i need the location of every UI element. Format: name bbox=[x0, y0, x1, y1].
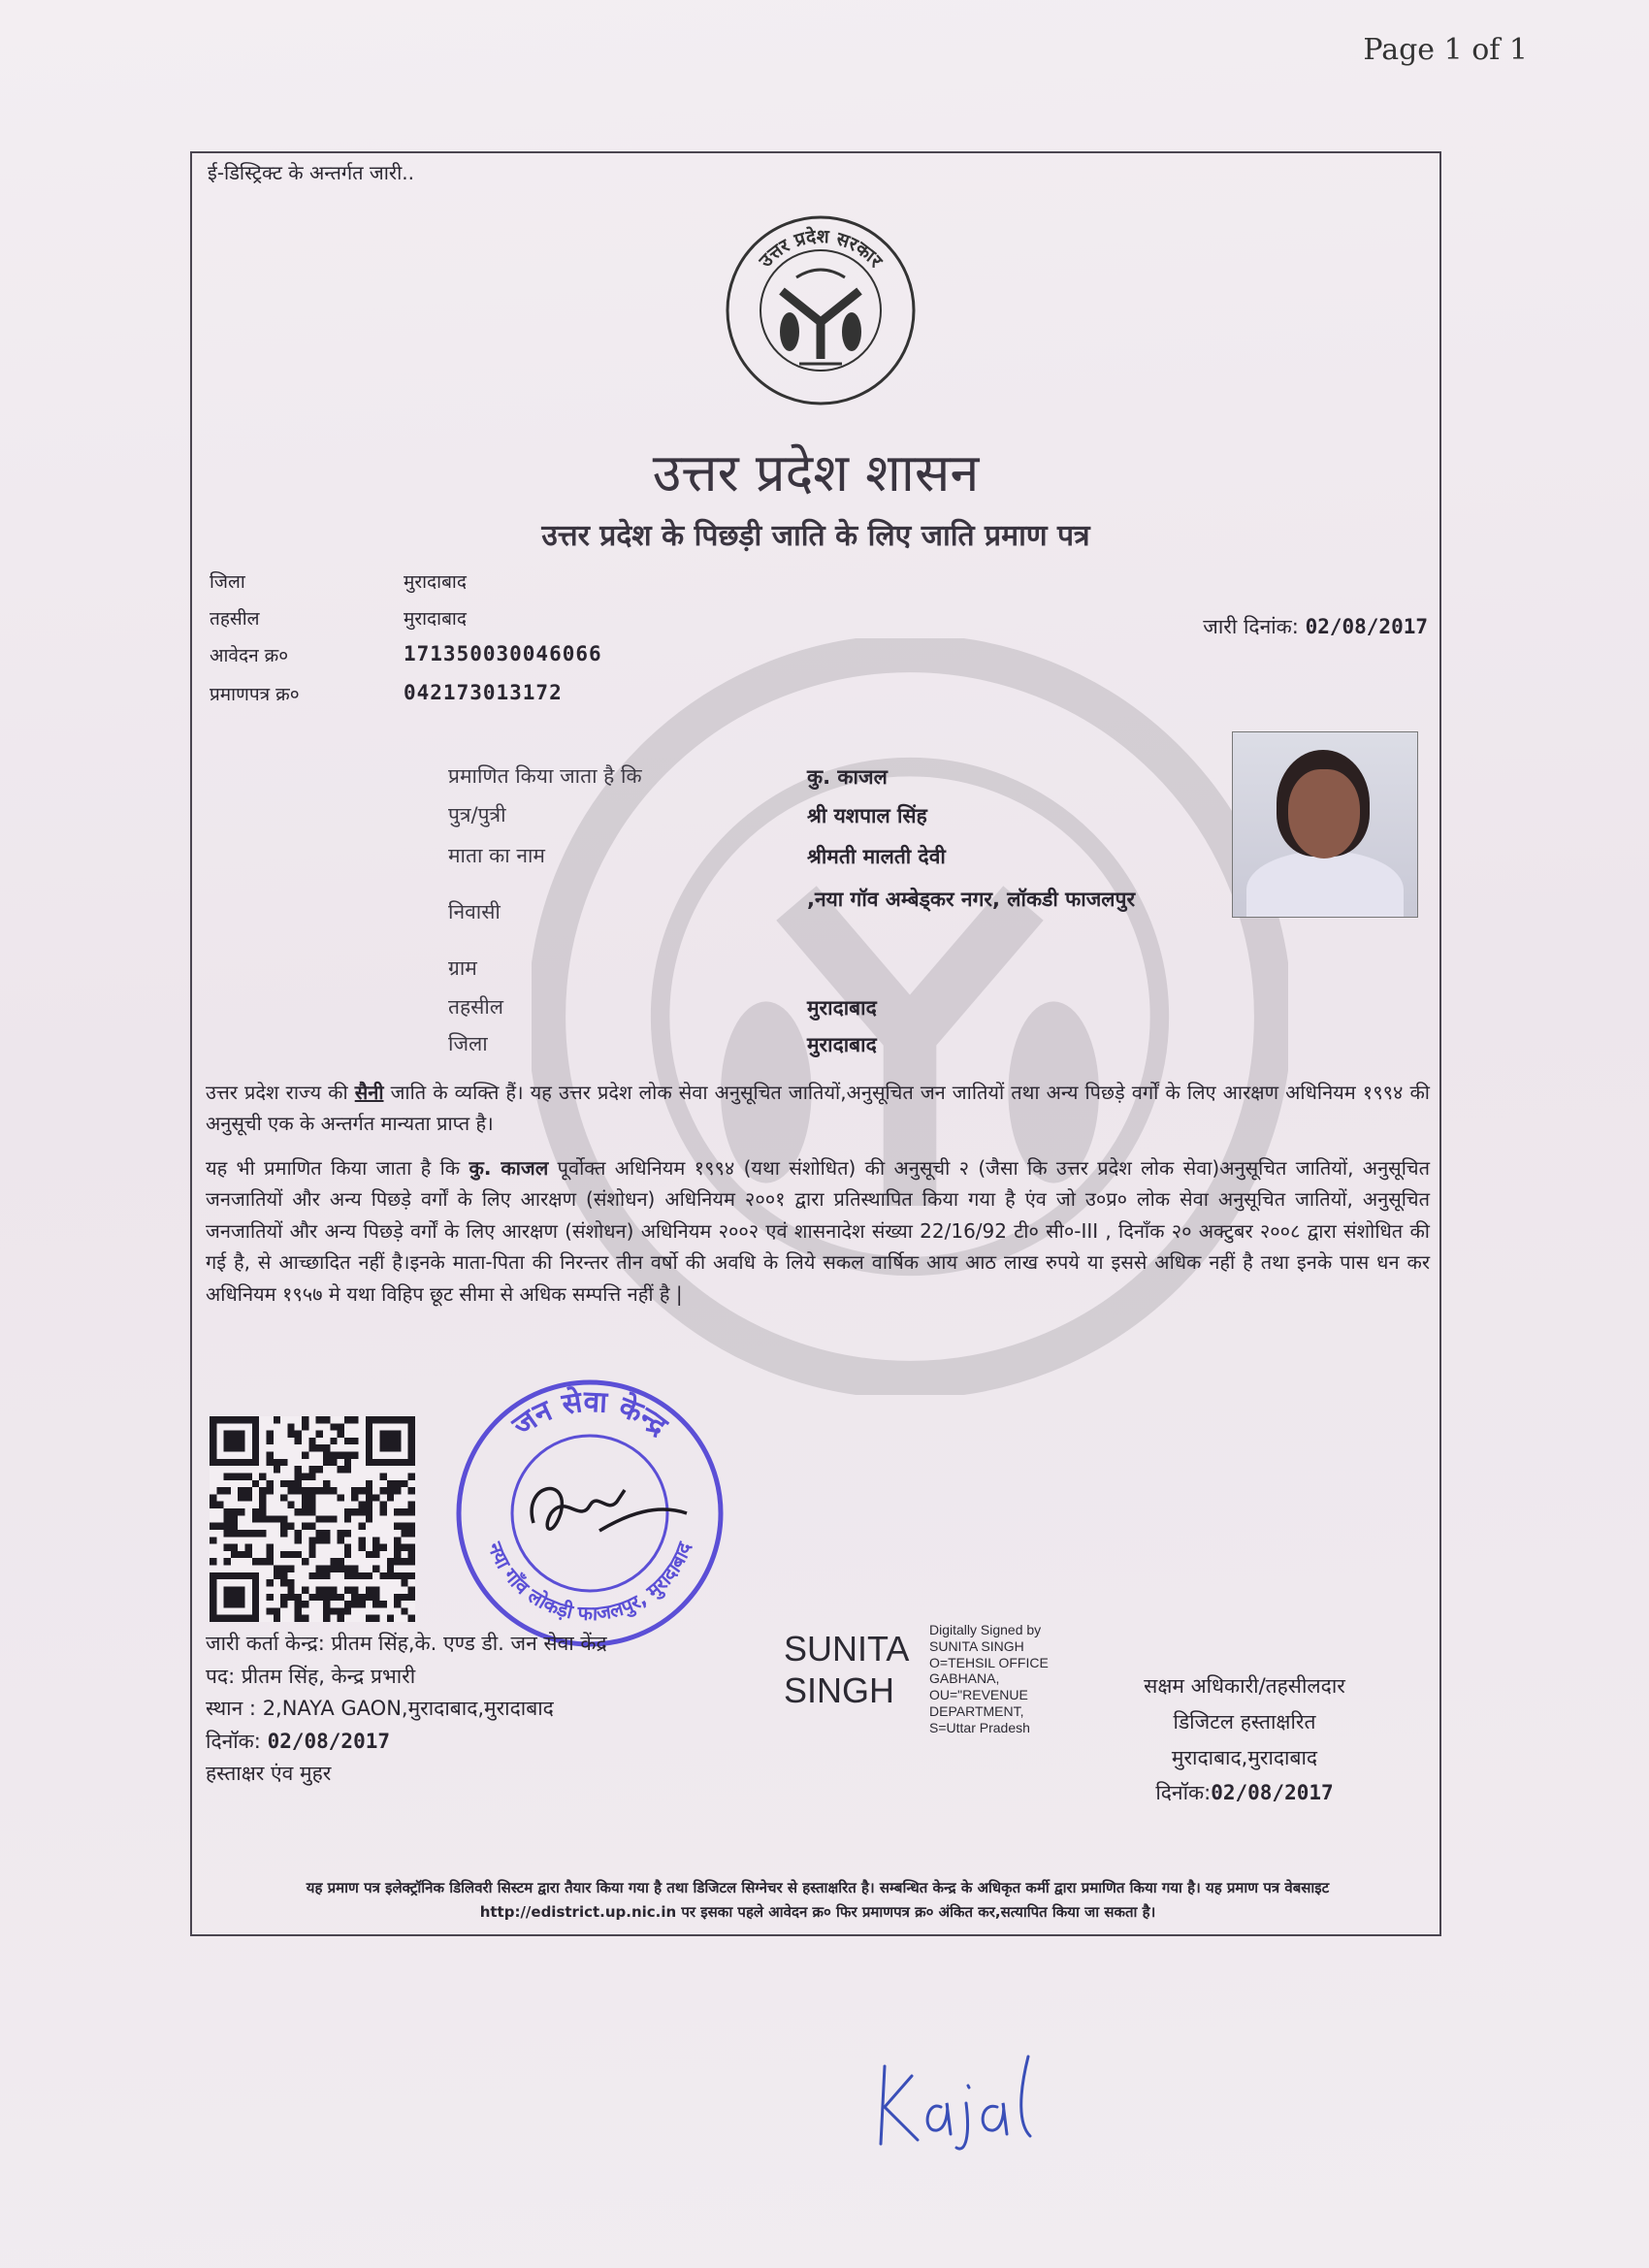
authority-date bbox=[1065, 1775, 1424, 1811]
caste-paragraph bbox=[206, 1077, 1430, 1140]
dsig-detail: Digitally Signed by bbox=[929, 1622, 1042, 1637]
creamy-applicant-name: कु. काजल bbox=[469, 1156, 549, 1180]
dsig-detail: GABHANA, bbox=[929, 1670, 1000, 1687]
jan-seva-kendra-seal bbox=[444, 1368, 735, 1659]
certify-label: प्रमाणित किया जाता है कि bbox=[448, 764, 642, 788]
svg-text:नया गाँव लोकड़ी फाजलपुर, मुराद bbox=[483, 1538, 696, 1625]
person-tehsil-label: तहसील bbox=[448, 995, 503, 1019]
verification-note: यह प्रमाण पत्र इलेक्ट्रॉनिक डिलिवरी सिस्टम द्वारा तैयार किया गया है तथा डिजिटल सिग्नेचर से हस्ताक्षरित है। सम्बन्धित केन्द्र के अधिकृत कर्मी द्वारा प्रमाणित किया गया है। यह प्रमाण पत्र वेबसाइट http://edistrict.up.nic.in पर इसका पहले आवेदन क्र० फिर प्रमाणपत्र क्र० अंकित कर,सत्यापित किया जा सकता है। bbox=[306, 1879, 1330, 1921]
authority-block bbox=[1065, 1669, 1424, 1811]
application-number-label: आवेदन क्र० bbox=[210, 645, 289, 666]
caste-name: सैनी bbox=[354, 1081, 384, 1104]
issuer-date bbox=[206, 1726, 607, 1759]
digital-signer-name bbox=[784, 1628, 929, 1711]
svg-text:उत्तर प्रदेश सरकार bbox=[755, 225, 888, 273]
person-district-value: मुरादाबाद bbox=[807, 1033, 877, 1056]
authority-date-value: 02/08/2017 bbox=[1211, 1781, 1334, 1805]
issuer-date-label: दिनॉक: bbox=[206, 1729, 261, 1753]
certificate-number-label: प्रमाणपत्र क्र० bbox=[210, 684, 300, 705]
emblem-text: उत्तर प्रदेश सरकार bbox=[755, 225, 887, 272]
issuer-sign-label: हस्ताक्षर एंव मुहर bbox=[206, 1762, 332, 1786]
village-label: ग्राम bbox=[448, 956, 477, 980]
qr-code bbox=[210, 1416, 415, 1622]
applicant-name: कु. काजल bbox=[807, 765, 888, 789]
person-tehsil-value: मुरादाबाद bbox=[807, 996, 877, 1020]
issue-date-label: जारी दिनांक: bbox=[1203, 615, 1299, 638]
creamy-paragraph-start: यह भी प्रमाणित किया जाता है कि bbox=[206, 1156, 469, 1180]
dsig-detail: DEPARTMENT, bbox=[929, 1702, 1024, 1719]
resident-label: निवासी bbox=[448, 900, 501, 923]
creamy-layer-paragraph bbox=[206, 1152, 1430, 1310]
seal-top-text: जन सेवा केन्द्र bbox=[506, 1384, 674, 1443]
caste-paragraph-start: उत्तर प्रदेश राज्य की bbox=[206, 1081, 355, 1104]
dsig-detail: O=TEHSIL OFFICE bbox=[929, 1654, 1049, 1670]
issuer-post: पद: प्रीतम सिंह, केन्द्र प्रभारी bbox=[206, 1664, 416, 1688]
tehsil-value: मुरादाबाद bbox=[404, 608, 467, 630]
caste-paragraph-end: जाति के व्यक्ति हैं। यह उत्तर प्रदेश लोक सेवा अनुसूचित जातियों,अनुसूचित जन जातियों तथा अन्य पिछड़े वर्गों के लिए आरक्षण अधिनियम १९९४ की अनुसूची एक के अन्तर्गत मान्यता प्राप्त है। bbox=[206, 1081, 1430, 1136]
parent-label: पुत्र/पुत्री bbox=[448, 803, 506, 826]
seal-bottom-text: नया गाँव लोकड़ी फाजलपुर, मुरादाबाद bbox=[483, 1539, 696, 1626]
page-number: Page 1 of 1 bbox=[1363, 33, 1528, 67]
issue-date bbox=[1203, 613, 1428, 640]
mother-name: श्रीमती मालती देवी bbox=[807, 845, 946, 868]
handwritten-signature-kajal bbox=[873, 2047, 1067, 2154]
issue-date-value: 02/08/2017 bbox=[1305, 615, 1428, 638]
district-label: जिला bbox=[210, 571, 245, 593]
person-district-label: जिला bbox=[448, 1032, 488, 1055]
seal-signature-scribble bbox=[532, 1489, 687, 1531]
dsig-detail: OU="REVENUE bbox=[929, 1687, 1028, 1703]
issuer-block bbox=[206, 1628, 607, 1791]
authority-title: सक्षम अधिकारी/तहसीलदार bbox=[1144, 1674, 1345, 1698]
mother-label: माता का नाम bbox=[448, 844, 545, 867]
dsig-detail: S=Uttar Pradesh bbox=[929, 1719, 1030, 1735]
authority-signed: डिजिटल हस्ताक्षरित bbox=[1173, 1709, 1316, 1733]
government-title: उत्तर प्रदेश शासन bbox=[652, 442, 980, 503]
creamy-paragraph-end: पूर्वोक्त अधिनियम १९९४ (यथा संशोधित) की अनुसूची २ (जैसा कि उत्तर प्रदेश लोक सेवा)अनुसूचित जातियों, अनुसूचित जनजातियों और अन्य पिछड़े वर्गों के लिए आरक्षण (संशोधन) अधिनियम २००१ द्वारा प्रतिस्थापित किया गया है एंव जो उ०प्र० लोक सेवा अनुसूचित जातियों, अनुसूचित जनजातियों और अन्य पिछड़े वर्गों के लिए आरक्षण (संशोधन) अधिनियम २००२ एवं शासनादेश संख्या 22/16/92 टी० सी०-III , दिनाँक २० अक्टुबर २००८ द्वारा संशोधित की गई है, से आच्छादित नहीं है।इनके माता-पिता की निरन्तर तीन वर्षो की अवधि के लिये सकल वार्षिक आय आठ लाख रुपये या इससे अधिक नहीं है तथा इनके पास धन कर अधिनियम १९५७ मे यथा विहिप छूट सीमा से अधिक सम्पत्ति नहीं है | bbox=[206, 1156, 1430, 1306]
signer-name-line2: SINGH bbox=[784, 1670, 895, 1711]
up-government-emblem bbox=[724, 213, 918, 407]
issuer-place: स्थान : 2,NAYA GAON,मुरादाबाद,मुरादाबाद bbox=[206, 1697, 554, 1721]
signer-name-line1: SUNITA bbox=[784, 1629, 910, 1669]
certificate-number: 042173013172 bbox=[404, 681, 563, 704]
application-number: 171350030046066 bbox=[404, 642, 602, 665]
authority-place: मुरादाबाद,मुरादाबाद bbox=[1171, 1745, 1318, 1769]
district-value: मुरादाबाद bbox=[404, 571, 467, 593]
authority-date-label: दिनॉक: bbox=[1155, 1781, 1212, 1805]
certificate-title: उत्तर प्रदेश के पिछड़ी जाति के लिए जाति प्रमाण पत्र bbox=[541, 519, 1090, 553]
tehsil-label: तहसील bbox=[210, 608, 260, 630]
certificate-frame bbox=[190, 151, 1441, 1936]
applicant-photo bbox=[1232, 731, 1418, 918]
resident-address: ,नया गॉव अम्बेड्कर नगर, लॉकडी फाजलपुर bbox=[807, 888, 1136, 911]
issued-under-note: ई-डिस्ट्रिक्ट के अन्तर्गत जारी.. bbox=[208, 161, 414, 184]
father-name: श्री यशपाल सिंह bbox=[807, 804, 927, 827]
dsig-detail: SUNITA SINGH bbox=[929, 1637, 1024, 1654]
issuer-center: जारी कर्ता केन्द्र: प्रीतम सिंह,के. एण्ड डी. जन सेवा केंद्र bbox=[206, 1632, 607, 1655]
issuer-date-value: 02/08/2017 bbox=[267, 1729, 391, 1753]
